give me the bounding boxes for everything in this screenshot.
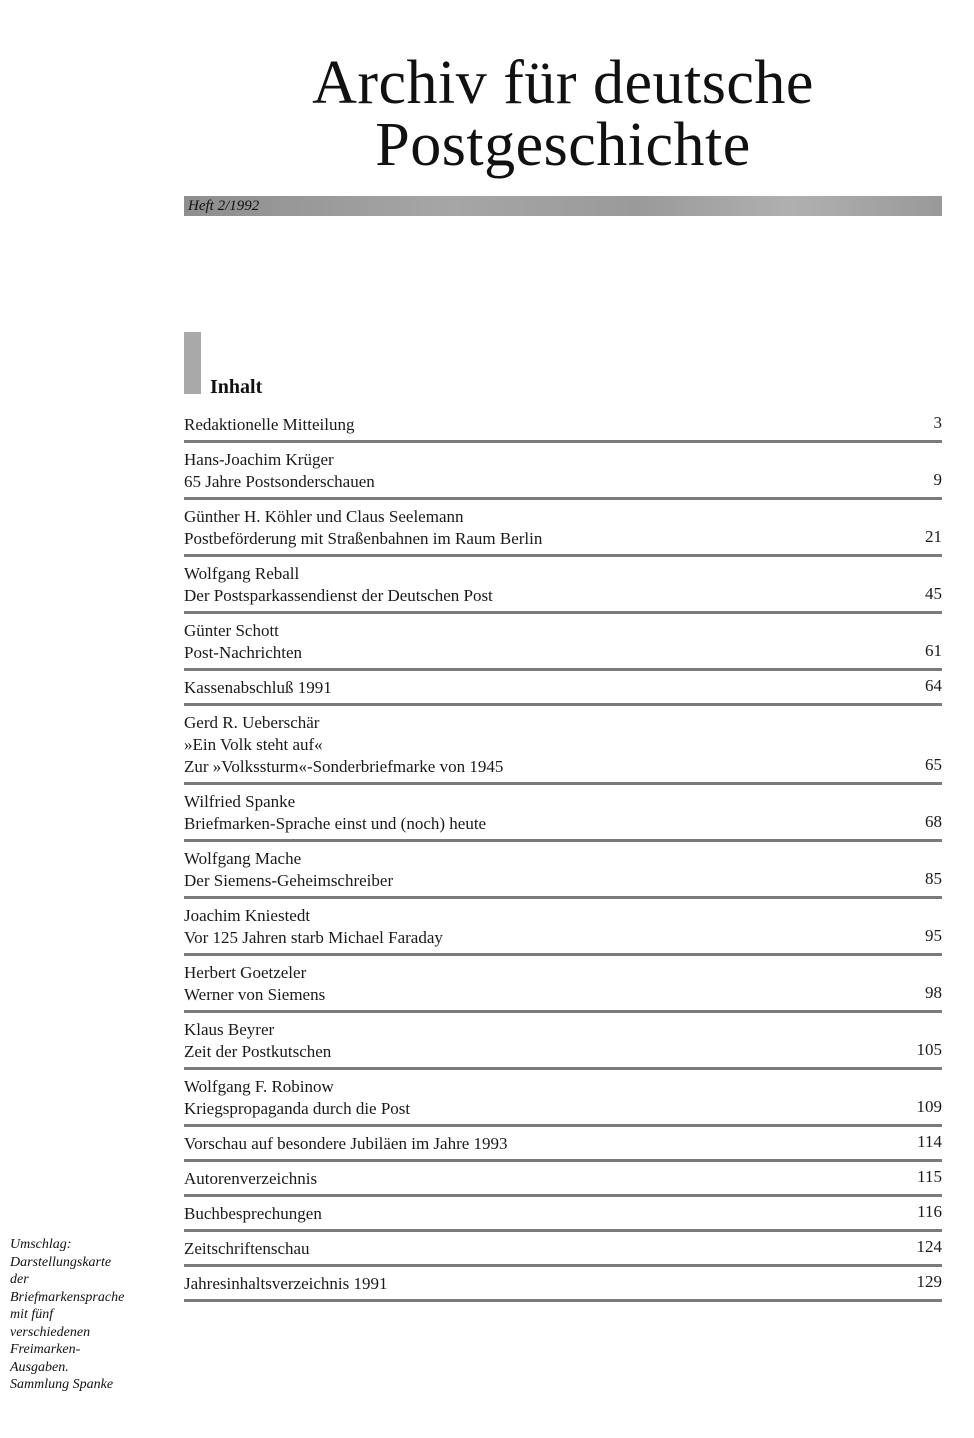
caption-line: Freimarken- <box>10 1342 81 1357</box>
toc-entry-text <box>184 563 942 607</box>
caption-line: der <box>10 1272 29 1287</box>
toc-entry-page-number: 114 <box>917 1132 942 1151</box>
toc-entry-page-number: 61 <box>925 641 942 660</box>
toc-entry-title: Vor 125 Jahren starb Michael Faraday <box>184 928 443 947</box>
toc-entry-text <box>184 1076 942 1120</box>
contents-heading: Inhalt <box>210 376 263 398</box>
issue-bar <box>184 196 942 216</box>
toc-entry-author: Wilfried Spanke <box>184 792 296 811</box>
toc-entry <box>184 785 942 842</box>
toc-entry-text <box>184 1133 942 1155</box>
toc-entry-author: Klaus Beyrer <box>184 1020 275 1039</box>
toc-entry <box>184 408 942 443</box>
toc-entry-page-number: 68 <box>925 812 942 831</box>
toc-entry-title: Buchbesprechungen <box>184 1204 322 1223</box>
toc-entry <box>184 899 942 956</box>
issue-label: Heft 2/1992 <box>188 198 260 214</box>
toc-entry <box>184 1127 942 1162</box>
toc-entry-title: Der Postsparkassendienst der Deutschen Post <box>184 586 493 605</box>
caption-line: Darstellungskarte <box>10 1254 112 1270</box>
toc-entry <box>184 956 942 1013</box>
toc-entry-author: Gerd R. Ueberschär <box>184 713 320 732</box>
toc-entry-title: Redaktionelle Mitteilung <box>184 415 355 434</box>
toc-entry <box>184 1013 942 1070</box>
toc-entry-title: Post-Nachrichten <box>184 643 303 662</box>
toc-entry-page-number: 3 <box>933 413 942 432</box>
toc-entry-title: Postbeförderung mit Straßenbahnen im Raum Berlin <box>184 529 543 548</box>
toc-entry-text <box>184 712 942 778</box>
toc-entry <box>184 1232 942 1267</box>
toc-entry-text <box>184 1168 942 1190</box>
toc-entry-page-number: 129 <box>916 1272 942 1291</box>
toc-entry <box>184 1197 942 1232</box>
toc-entry-page-number: 109 <box>916 1097 942 1116</box>
caption-line: mit fünf <box>10 1307 54 1322</box>
toc-entry-title: 65 Jahre Postsonderschauen <box>184 472 375 491</box>
toc-entry-title: Kriegspropaganda durch die Post <box>184 1099 411 1118</box>
journal-title-line-1: Archiv für deutsche <box>312 49 814 117</box>
toc-entry-page-number: 85 <box>925 869 942 888</box>
caption-line: verschiedenen <box>10 1324 91 1340</box>
caption-line: Sammlung Spanke <box>10 1377 114 1392</box>
toc-entry-page-number: 124 <box>916 1237 942 1256</box>
toc-entry-title: Zur »Volkssturm«-Sonderbriefmarke von 1945 <box>184 757 504 776</box>
toc-entry-text <box>184 620 942 664</box>
toc-entry-page-number: 9 <box>933 470 942 489</box>
toc-entry-author: Herbert Goetzeler <box>184 963 307 982</box>
toc-entry-title: Der Siemens-Geheimschreiber <box>184 871 394 890</box>
toc-entry-text <box>184 506 942 550</box>
toc-entry <box>184 1162 942 1197</box>
cover-caption <box>10 1236 175 1394</box>
toc-entry <box>184 706 942 785</box>
journal-title-line-2: Postgeschichte <box>375 111 751 179</box>
toc-entry <box>184 1070 942 1127</box>
toc-entry <box>184 443 942 500</box>
contents-marker-block <box>184 332 201 394</box>
toc-entry-title: »Ein Volk steht auf« <box>184 735 323 754</box>
toc-entry-author: Günter Schott <box>184 621 279 640</box>
toc-entry-author: Günther H. Köhler und Claus Seelemann <box>184 507 464 526</box>
toc-entry-title: Werner von Siemens <box>184 985 326 1004</box>
toc-entry-page-number: 64 <box>925 676 942 695</box>
toc-entry-page-number: 45 <box>925 584 942 603</box>
caption-line: Ausgaben. <box>10 1359 69 1375</box>
caption-line: Briefmarkensprache <box>10 1289 125 1305</box>
toc-entry-title: Kassenabschluß 1991 <box>184 678 332 697</box>
toc-entry-text <box>184 1238 942 1260</box>
toc-entry-page-number: 115 <box>917 1167 942 1186</box>
toc-entry-page-number: 98 <box>925 983 942 1002</box>
toc-entry-author: Wolfgang Reball <box>184 564 300 583</box>
toc-entry <box>184 842 942 899</box>
toc-entry-text <box>184 1019 942 1063</box>
toc-entry-page-number: 21 <box>925 527 942 546</box>
toc-entry-page-number: 105 <box>916 1040 942 1059</box>
toc-entry-text <box>184 905 942 949</box>
toc-entry-text <box>184 414 942 436</box>
toc-entry-title: Zeitschriftenschau <box>184 1239 310 1258</box>
toc-entry <box>184 614 942 671</box>
toc-entry-text <box>184 791 942 835</box>
toc-entry-text <box>184 962 942 1006</box>
toc-entry-title: Zeit der Postkutschen <box>184 1042 332 1061</box>
toc-entry-title: Briefmarken-Sprache einst und (noch) heute <box>184 814 487 833</box>
toc-entry-text <box>184 1273 942 1295</box>
toc-entry-author: Hans-Joachim Krüger <box>184 450 334 469</box>
toc-entry-page-number: 116 <box>917 1202 942 1221</box>
toc-entry-author: Wolfgang Mache <box>184 849 302 868</box>
toc-entry-author: Wolfgang F. Robinow <box>184 1077 334 1096</box>
toc-entry <box>184 1267 942 1302</box>
toc-entry-text <box>184 1203 942 1225</box>
toc-entry-title: Autorenverzeichnis <box>184 1169 318 1188</box>
toc-entry-page-number: 95 <box>925 926 942 945</box>
toc-entry-text <box>184 677 942 699</box>
toc-entry-title: Jahresinhaltsverzeichnis 1991 <box>184 1274 388 1293</box>
caption-line: Umschlag: <box>10 1237 72 1252</box>
table-of-contents <box>184 408 942 1302</box>
toc-entry-page-number: 65 <box>925 755 942 774</box>
toc-entry-title: Vorschau auf besondere Jubiläen im Jahre 1993 <box>184 1134 508 1153</box>
toc-entry <box>184 557 942 614</box>
toc-entry-text <box>184 848 942 892</box>
toc-entry-author: Joachim Kniestedt <box>184 906 311 925</box>
toc-entry <box>184 500 942 557</box>
journal-title <box>184 49 942 179</box>
toc-entry-text <box>184 449 942 493</box>
toc-entry <box>184 671 942 706</box>
